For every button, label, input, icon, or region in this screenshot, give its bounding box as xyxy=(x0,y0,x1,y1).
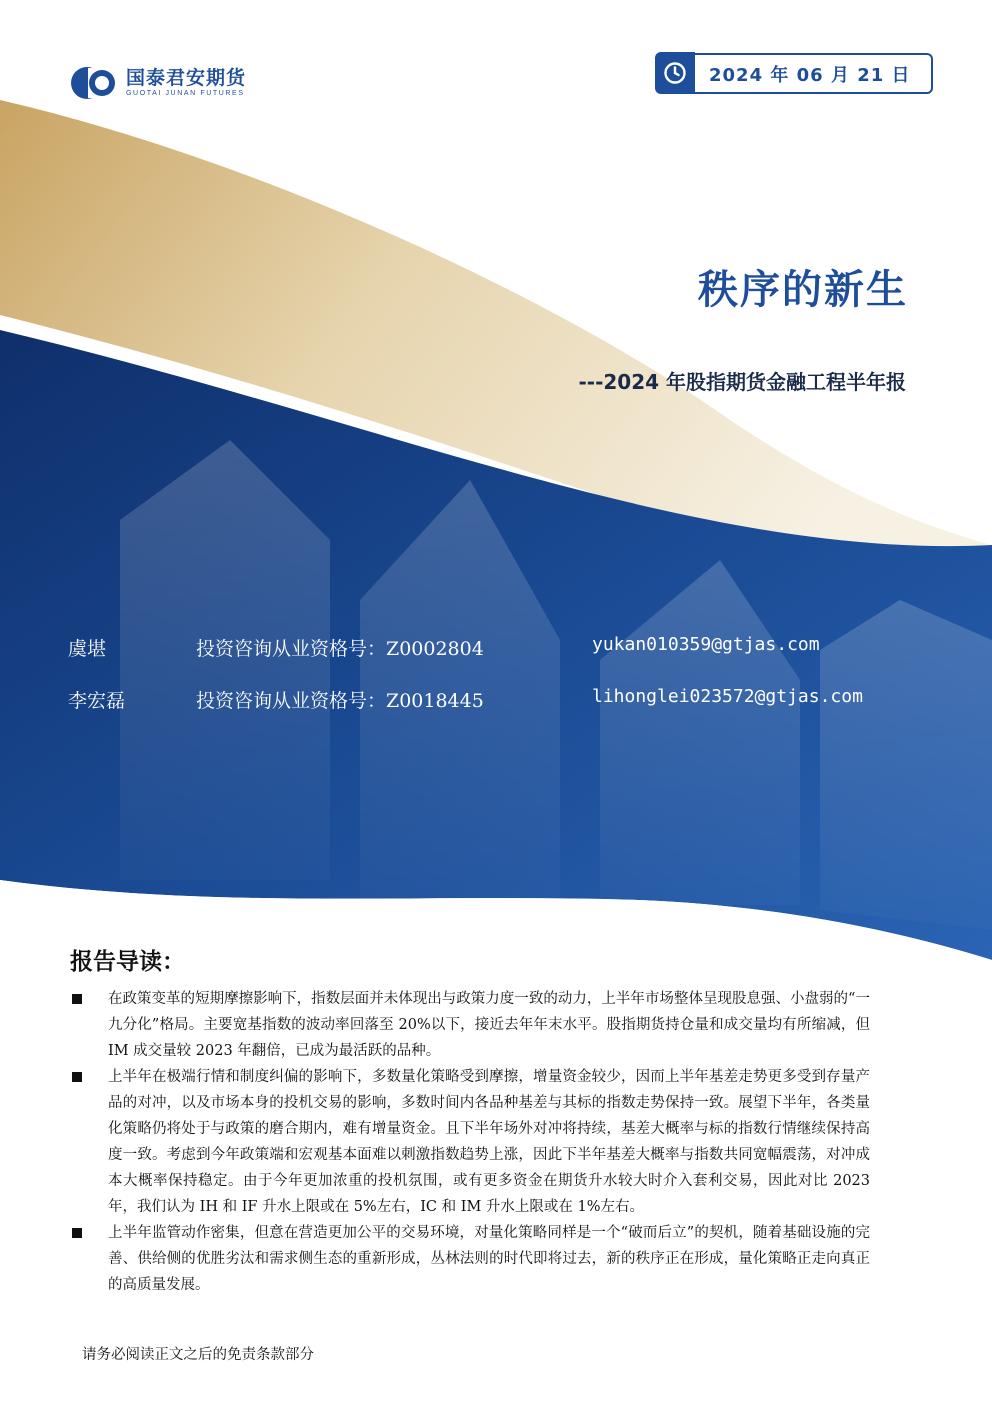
logo-name-cn: 国泰君安期货 xyxy=(126,67,247,89)
report-date: 2024 年 06 月 21 日 xyxy=(709,64,911,86)
author-email[interactable]: yukan010359@gtjas.com xyxy=(592,634,820,655)
author-name: 李宏磊 xyxy=(68,690,126,712)
disclaimer-note: 请务必阅读正文之后的免责条款部分 xyxy=(82,1347,314,1363)
author-name: 虞堪 xyxy=(68,638,107,660)
summary-bullet-text: 上半年在极端行情和制度纠偏的影响下，多数量化策略受到摩擦，增量资金较少，因而上半年基差走势更多受到存量产品的对冲，以及市场本身的投机交易的影响，多数时间内各品种基差与其标的指数走势保持一致。展望下半年，各类量化策略仍将处于与政策的磨合期内，难有增量资金。且下半年场外对冲将持续，基差大概率与标的指数行情继续保持高度一致。考虑到今年政策端和宏观基本面难以刺激指数趋势上涨，因此下半年基差大概率与指数共同宽幅震荡，对冲成本大概率保持稳定。由于今年更加浓重的投机氛围，或有更多资金在期货升水较大时介入套利交易，因此对比 2023 年，我们认为 IH 和 IF 升水上限或在 5%左右，IC 和 IM 升水上限或在 1%左右。 xyxy=(108,1069,870,1215)
summary-bullet xyxy=(70,986,870,1064)
clock-icon xyxy=(663,61,687,85)
square-bullet-icon xyxy=(72,1228,82,1238)
report-title: 秩序的新生 xyxy=(698,267,908,313)
summary-bullet xyxy=(70,1064,870,1220)
author-email[interactable]: lihonglei023572@gtjas.com xyxy=(592,686,863,707)
brand-logo xyxy=(68,64,246,102)
logo-mark-icon xyxy=(68,64,118,102)
square-bullet-icon xyxy=(72,1072,82,1082)
report-date-badge xyxy=(655,53,933,94)
square-bullet-icon xyxy=(72,994,82,1004)
summary-bullet-list xyxy=(70,986,870,1298)
summary-bullet xyxy=(70,1220,870,1298)
author-cert-number: 投资咨询从业资格号：Z0002804 xyxy=(196,638,484,660)
logo-name-en: GUOTAI JUNAN FUTURES xyxy=(126,90,245,97)
summary-bullet-text: 上半年监管动作密集，但意在营造更加公平的交易环境，对量化策略同样是一个“破而后立”的契机，随着基础设施的完善、供给侧的优胜劣汰和需求侧生态的重新形成，丛林法则的时代即将过去，新的秩序正在形成，量化策略正走向真正的高质量发展。 xyxy=(108,1225,870,1293)
report-subtitle: ---2024 年股指期货金融工程半年报 xyxy=(578,370,906,394)
author-cert-number: 投资咨询从业资格号：Z0018445 xyxy=(196,690,484,712)
summary-bullet-text: 在政策变革的短期摩擦影响下，指数层面并未体现出与政策力度一致的动力，上半年市场整体呈现股息强、小盘弱的“一九分化”格局。主要宽基指数的波动率回落至 20%以下，接近去年年末水平。股指期货持仓量和成交量均有所缩减，但 IM 成交量较 2023 年翻倍，已成为最活跃的品种。 xyxy=(108,991,870,1059)
summary-heading: 报告导读： xyxy=(70,948,185,975)
